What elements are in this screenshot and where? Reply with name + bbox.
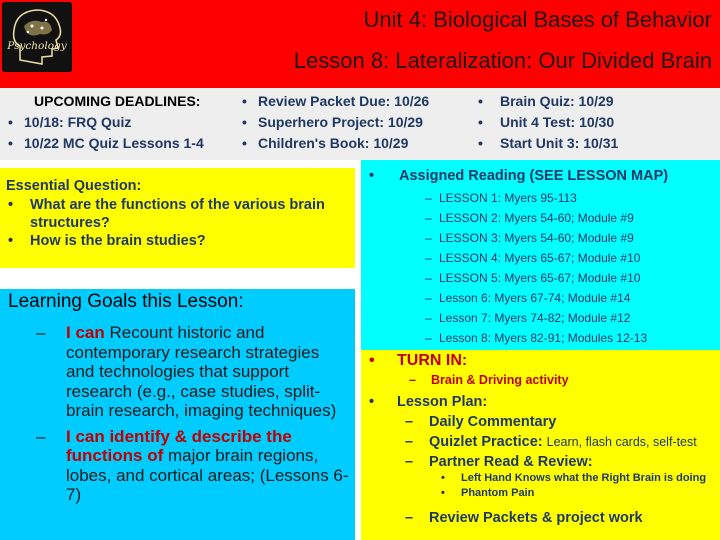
upcoming-deadlines <box>0 88 720 160</box>
deadline-item: • 10/18: FRQ Quiz <box>8 114 132 130</box>
learning-goal-item: – I can identify & describe the functions of major brain regions, lobes, and cortical areas; (Lessons 6-7) <box>36 426 349 504</box>
turn-in-lesson-plan-box <box>361 350 720 540</box>
lesson-plan-item: – Partner Read & Review: <box>405 454 593 470</box>
reading-item: – LESSON 3: Myers 54-60; Module #9 <box>425 231 634 245</box>
reading-item: – Lesson 7: Myers 74-82; Module #12 <box>425 311 631 325</box>
brain-head-icon <box>2 2 72 72</box>
lesson-plan-subitem: • Left Hand Knows what the Right Brain is doing <box>441 472 707 484</box>
essential-question-title: Essential Question: <box>6 178 142 194</box>
reading-item: – LESSON 5: Myers 65-67; Module #10 <box>425 271 641 285</box>
reading-item: – LESSON 2: Myers 54-60; Module #9 <box>425 211 634 225</box>
reading-item: – LESSON 4: Myers 65-67; Module #10 <box>425 251 641 265</box>
deadline-item: • Review Packet Due: 10/26 <box>242 93 430 109</box>
essential-question-item: • How is the brain studies? <box>8 233 206 249</box>
psychology-logo <box>2 2 72 72</box>
lesson-plan-item: – Quizlet Practice: Learn, flash cards, self-test <box>405 434 697 450</box>
lesson-plan-item: – Daily Commentary <box>405 414 557 430</box>
logo-text: Psychology <box>7 40 67 52</box>
deadline-item: • Start Unit 3: 10/31 <box>478 135 619 151</box>
reading-item: – Lesson 8: Myers 82-91; Modules 12-13 <box>425 331 648 345</box>
reading-item: – LESSON 1: Myers 95-113 <box>425 191 577 205</box>
reading-item: – Lesson 6: Myers 67-74; Module #14 <box>425 291 631 305</box>
learning-goal-item: – I can Recount historic and contemporary research strategies and technologies that support research (e.g., case studies, split-brain research, imaging techniques) <box>36 323 337 420</box>
deadline-item: • Superhero Project: 10/29 <box>242 114 423 130</box>
learning-goals-box <box>0 289 355 540</box>
assigned-reading-box <box>361 160 720 350</box>
deadline-item: • Unit 4 Test: 10/30 <box>478 114 615 130</box>
essential-question-box <box>0 168 355 268</box>
lesson-plan-subitem: • Phantom Pain <box>441 487 535 499</box>
lesson-plan-title: • Lesson Plan: <box>369 394 488 410</box>
learning-goals-title: Learning Goals this Lesson: <box>8 291 244 312</box>
lesson-title: Lesson 8: Lateralization: Our Divided Brain <box>293 48 712 73</box>
deadline-item: • Children's Book: 10/29 <box>242 135 409 151</box>
deadline-item: • Brain Quiz: 10/29 <box>478 93 614 109</box>
lesson-plan-item: – Review Packets & project work <box>405 510 643 526</box>
header-banner <box>0 0 720 88</box>
essential-question-item: • What are the functions of the various brain structures? <box>8 197 325 231</box>
turn-in-title: • TURN IN: <box>369 352 468 369</box>
deadline-item: • 10/22 MC Quiz Lessons 1-4 <box>8 135 204 151</box>
assigned-reading-title: • Assigned Reading (SEE LESSON MAP) <box>369 168 669 184</box>
deadlines-label: UPCOMING DEADLINES: <box>34 93 201 109</box>
unit-title: Unit 4: Biological Bases of Behavior <box>363 7 712 32</box>
turn-in-item: – Brain & Driving activity <box>409 373 569 387</box>
